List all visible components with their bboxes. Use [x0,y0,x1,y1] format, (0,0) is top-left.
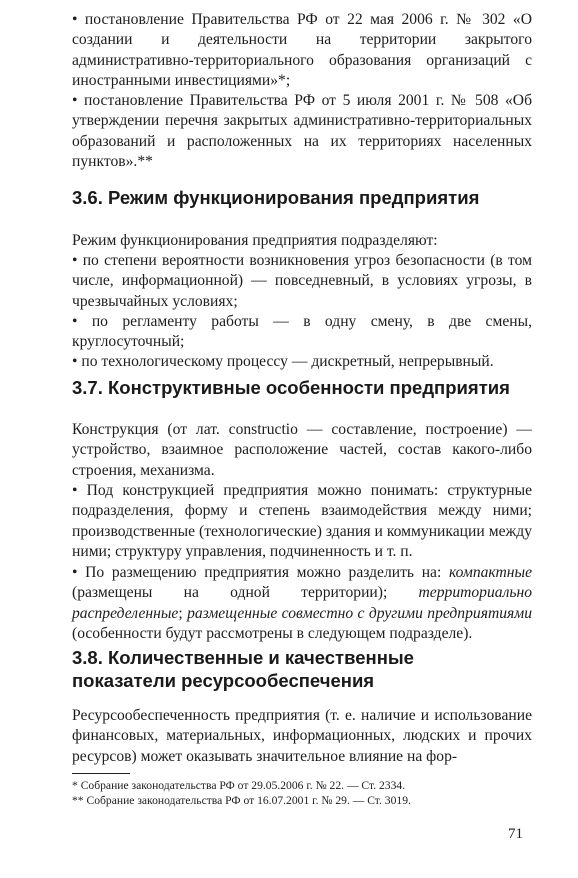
section-3-6-intro: Режим функционирования предприятия подразделяют: [72,232,438,249]
section-3-7-paragraph-1: Конструкция (от лат. constructio — составление, построение) — устройство, взаимное расположение частей, состав какого-либо строения, механизма. [72,421,532,479]
footnote-2: ** Собрание законодательства РФ от 16.07.2001 г. № 29. — Ст. 3019. [72,794,411,807]
p3-em-compact: компактные [448,564,532,581]
section-3-6-item-2: • по регламенту работы — в одну смену, в две смены, круглосуточный; [72,313,532,351]
section-heading-3-6: 3.6. Режим функционирования предприятия [72,187,480,208]
p3-tail: (особенности будут рассмотрены в следующем подразделе). [72,625,473,643]
p3-mid-2: ; [178,604,188,622]
p3-em-distributed: территориально распределенные [72,584,532,622]
list-item-decree-508: • постановление Правительства РФ от 5 июля 2001 г. № 508 «Об утверждении перечня закрытых административно-территориальных образований и расположенных на их территориях населенных пунктов».** [72,92,532,171]
section-3-7-paragraph-3 [72,563,532,645]
section-heading-3-8-line-2: показатели ресурсообеспечения [72,670,375,691]
section-3-6-item-1: • по степени вероятности возникновения угроз безопасности (в том числе, информационной) — повседневный, в условиях угрозы, в чрезвычайных условиях; [72,252,532,310]
p3-em-colocated: размещенные совместно с другими предприятиями [187,604,532,622]
footnote-separator [72,773,130,774]
p3-mid-1: (размещены на одной территории); [72,584,419,602]
list-item-decree-302: • постановление Правительства РФ от 22 мая 2006 г. № 302 «О создании и деятельности на территории закрытого административно-территориального образования организаций с иностранными инвестициями»*; [72,11,532,90]
section-3-6-item-3: • по технологическому процессу — дискретный, непрерывный. [72,353,494,370]
footnote-1: * Собрание законодательства РФ от 29.05.2006 г. № 22. — Ст. 2334. [72,779,406,792]
page-number: 71 [508,826,523,842]
section-heading-3-7: 3.7. Конструктивные особенности предприятия [72,377,510,398]
section-3-8-paragraph-1: Ресурсообеспеченность предприятия (т. е. наличие и использование финансовых, материальных, информационных, людских и прочих ресурсов) может оказывать значительное влияние на фор- [72,707,532,765]
section-heading-3-8-line-1: 3.8. Количественные и качественные [72,647,414,668]
p3-lead: • По размещению предприятия можно разделить на: [72,564,449,581]
section-3-7-paragraph-2: • Под конструкцией предприятия можно понимать: структурные подразделения, форму и степень взаимодействия между ними; производственные (технологические) здания и коммуникации между ними; структуру управления, подчиненность и т. п. [72,482,532,561]
